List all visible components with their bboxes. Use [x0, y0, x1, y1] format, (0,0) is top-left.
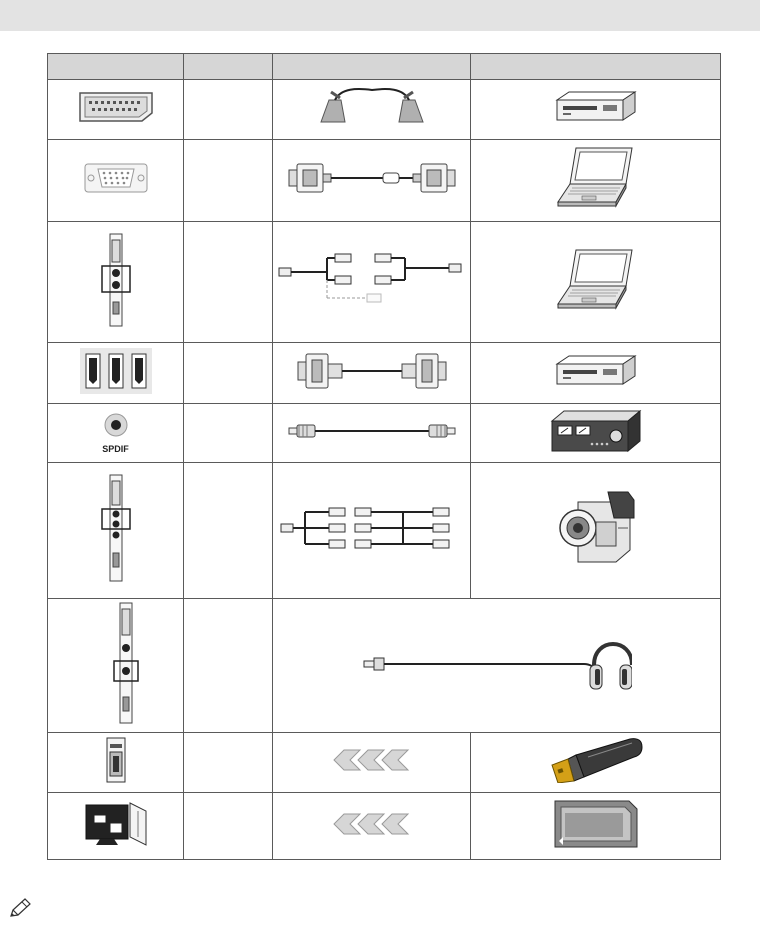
table-row [48, 343, 721, 404]
laptop-icon [556, 248, 636, 312]
cable-cell [273, 733, 471, 793]
pencil-note-icon [8, 897, 32, 919]
cable-device-cell [273, 599, 721, 733]
connector-cell [48, 463, 184, 599]
type-cell [184, 793, 273, 860]
cable-cell [273, 222, 471, 343]
table-row [48, 599, 721, 733]
side-av-panel-icon [96, 232, 136, 328]
connector-cell [48, 80, 184, 140]
type-cell [184, 599, 273, 733]
table-header-row [48, 54, 721, 80]
spdif-socket-icon [101, 412, 131, 438]
cable-cell [273, 80, 471, 140]
connector-cell [48, 599, 184, 733]
connector-cell [48, 793, 184, 860]
cable-cell [273, 463, 471, 599]
device-cell [471, 343, 721, 404]
hdmi-sockets-icon [80, 348, 152, 394]
pc-audio-cable-icon [277, 250, 467, 310]
type-cell [184, 404, 273, 463]
table-row [48, 793, 721, 860]
table-row [48, 463, 721, 599]
headphone-cable-icon [362, 631, 632, 695]
connection-table [47, 53, 721, 860]
note-marker [8, 897, 32, 924]
connector-cell [48, 404, 184, 463]
av-cable-icon [279, 506, 465, 550]
table-row [48, 80, 721, 140]
table-row [48, 733, 721, 793]
cam-module-icon [553, 799, 639, 849]
dvd-recorder-icon [553, 354, 639, 388]
insert-arrows-icon [332, 812, 412, 836]
type-cell [184, 80, 273, 140]
insert-arrows-icon [332, 748, 412, 772]
table-row [48, 404, 721, 463]
scart-cable-icon [307, 84, 437, 130]
device-cell [471, 80, 721, 140]
laptop-icon [556, 146, 636, 210]
type-cell [184, 343, 273, 404]
cable-cell [273, 404, 471, 463]
spdif-label: SPDIF [102, 444, 129, 454]
device-cell [471, 733, 721, 793]
device-cell [471, 463, 721, 599]
connector-cell [48, 343, 184, 404]
header-cell-cable [273, 54, 471, 80]
headphones-icon [590, 644, 632, 689]
type-cell [184, 140, 273, 222]
type-cell [184, 222, 273, 343]
vga-cable-icon [287, 160, 457, 196]
device-cell [471, 404, 721, 463]
amplifier-icon [548, 409, 644, 453]
cable-cell [273, 793, 471, 860]
spdif-cable-icon [287, 421, 457, 441]
connector-cell [48, 222, 184, 343]
vga-socket-icon [84, 163, 148, 193]
header-bar [0, 0, 760, 31]
table-row [48, 140, 721, 222]
scart-socket-icon [76, 90, 156, 124]
connector-cell [48, 140, 184, 222]
usb-stick-icon [548, 737, 644, 783]
usb-port-icon [103, 736, 129, 784]
hdmi-cable-icon [296, 352, 448, 390]
header-cell-type [184, 54, 273, 80]
type-cell [184, 463, 273, 599]
connector-cell [48, 733, 184, 793]
type-cell [184, 733, 273, 793]
ci-slot-icon [84, 801, 148, 847]
camcorder-icon [556, 488, 636, 568]
device-cell [471, 793, 721, 860]
dvd-recorder-icon [553, 90, 639, 124]
table-row [48, 222, 721, 343]
device-cell [471, 140, 721, 222]
side-av-panel-icon [86, 601, 146, 725]
header-cell-connector [48, 54, 184, 80]
device-cell [471, 222, 721, 343]
cable-cell [273, 343, 471, 404]
cable-cell [273, 140, 471, 222]
header-cell-device [471, 54, 721, 80]
side-av-panel-icon [96, 473, 136, 583]
